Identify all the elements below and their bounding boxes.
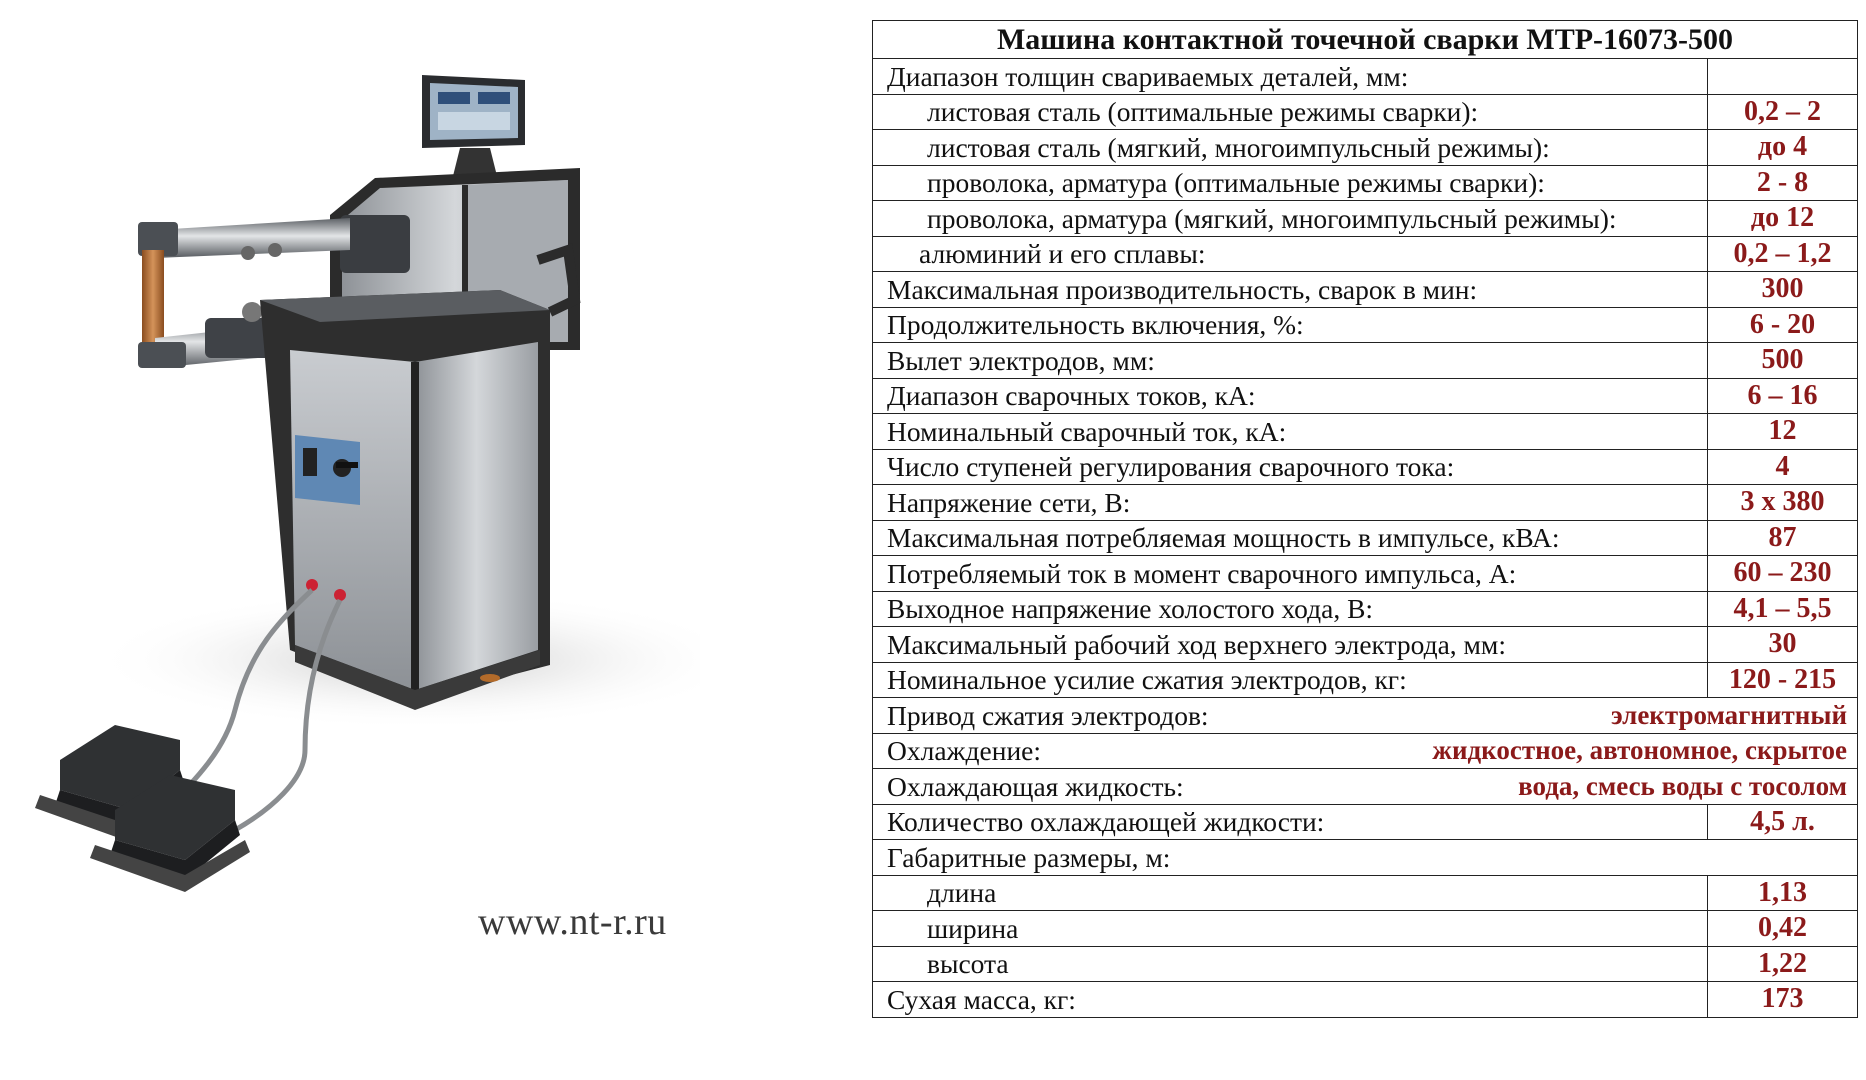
row-value [1708,59,1858,95]
row-value: 0,42 [1708,911,1858,947]
row-value: 2 - 8 [1708,165,1858,201]
table-row [873,343,1858,379]
wide-row [873,733,1858,769]
row-label: Продолжительность включения, %: [873,307,1708,343]
table-row [873,662,1858,698]
table-row [873,485,1858,521]
table-row [873,911,1858,947]
welding-machine-icon [20,50,700,930]
table-row [873,414,1858,450]
table-row [873,59,1858,95]
row-value: 12 [1708,414,1858,450]
table-row [873,733,1858,769]
table-row [873,769,1858,805]
row-label: Напряжение сети, В: [873,485,1708,521]
table-row [873,165,1858,201]
table-row [873,627,1858,663]
table-row [873,840,1858,876]
welding-machine-illustration [20,50,700,930]
row-value: 87 [1708,520,1858,556]
row-value: 6 - 20 [1708,307,1858,343]
row-value: 1,22 [1708,946,1858,982]
row-value: 4,5 л. [1708,804,1858,840]
row-value: 3 х 380 [1708,485,1858,521]
row-value: 120 - 215 [1708,662,1858,698]
table-row [873,520,1858,556]
row-label: Охлаждение: [887,735,1042,766]
row-label: Вылет электродов, мм: [873,343,1708,379]
row-value: электромагнитный [1611,699,1847,730]
row-label: листовая сталь (мягкий, многоимпульсный режимы): [873,130,1708,166]
row-value: 1,13 [1708,875,1858,911]
table-row [873,698,1858,734]
row-label: Количество охлаждающей жидкости: [873,804,1708,840]
table-row [873,307,1858,343]
wide-row [873,698,1858,734]
row-label: Привод сжатия электродов: [887,699,1209,731]
row-value: 6 – 16 [1708,378,1858,414]
row-label: Сухая масса, кг: [873,982,1708,1018]
row-value: 173 [1708,982,1858,1018]
row-label: Число ступеней регулирования сварочного тока: [873,449,1708,485]
table-row [873,875,1858,911]
row-value: до 4 [1708,130,1858,166]
row-label: Охлаждающая жидкость: [887,770,1184,802]
row-label: ширина [873,911,1708,947]
row-label: высота [873,946,1708,982]
table-row [873,946,1858,982]
table-row [873,378,1858,414]
row-label: проволока, арматура (оптимальные режимы сварки): [873,165,1708,201]
table-row [873,236,1858,272]
row-value: 30 [1708,627,1858,663]
row-value: вода, смесь воды с тосолом [1518,770,1847,801]
website-url: www.nt-r.ru [478,901,667,943]
table-row [873,804,1858,840]
table-title: Машина контактной точечной сварки МТР-16073-500 [873,21,1858,59]
row-value: 4 [1708,449,1858,485]
row-value: 500 [1708,343,1858,379]
row-value: жидкостное, автономное, скрытое [1432,735,1847,765]
table-row [873,130,1858,166]
row-label: алюминий и его сплавы: [873,236,1708,272]
row-label: Диапазон толщин свариваемых деталей, мм: [873,59,1708,95]
row-label: проволока, арматура (мягкий, многоимпульсный режимы): [873,201,1708,237]
table-row [873,556,1858,592]
table-row [873,449,1858,485]
row-label: длина [873,875,1708,911]
row-label: Номинальное усилие сжатия электродов, кг: [873,662,1708,698]
row-value: 0,2 – 1,2 [1708,236,1858,272]
spec-table [872,20,1858,1018]
table-row [873,94,1858,130]
row-label: листовая сталь (оптимальные режимы сварки): [873,94,1708,130]
table-title-row [873,21,1858,59]
row-value: 300 [1708,272,1858,308]
table-row [873,982,1858,1018]
row-value: 60 – 230 [1708,556,1858,592]
row-label: Потребляемый ток в момент сварочного импульса, А: [873,556,1708,592]
row-value: 4,1 – 5,5 [1708,591,1858,627]
table-row [873,591,1858,627]
dimensions-label: Габаритные размеры, м: [873,840,1858,876]
row-value: 0,2 – 2 [1708,94,1858,130]
row-label: Максимальная потребляемая мощность в импульсе, кВА: [873,520,1708,556]
row-label: Номинальный сварочный ток, кА: [873,414,1708,450]
row-label: Максимальный рабочий ход верхнего электрода, мм: [873,627,1708,663]
spec-table-body [873,59,1858,1018]
row-label: Максимальная производительность, сварок в мин: [873,272,1708,308]
table-row [873,201,1858,237]
row-label: Выходное напряжение холостого хода, В: [873,591,1708,627]
table-row [873,272,1858,308]
row-value: до 12 [1708,201,1858,237]
wide-row [873,769,1858,805]
row-label: Диапазон сварочных токов, кА: [873,378,1708,414]
